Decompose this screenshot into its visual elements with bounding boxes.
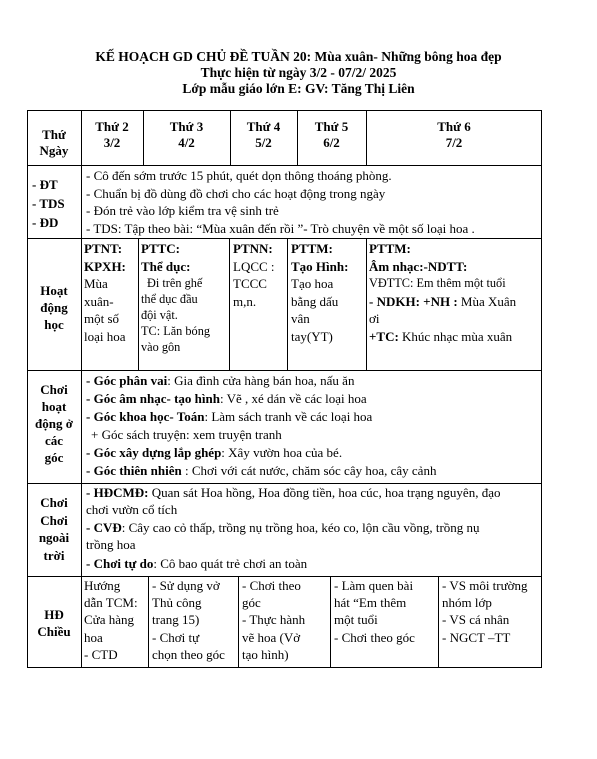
col-divider — [366, 238, 367, 370]
corner-item: + Góc sách truyện: xem truyện tranh — [91, 427, 282, 442]
activities-label: Hoạt động học — [40, 283, 68, 332]
corners-content — [86, 372, 540, 480]
col-divider — [330, 576, 331, 668]
col-divider — [438, 576, 439, 668]
day-label: Thứ Ngày — [39, 127, 69, 159]
activity-thu: PTTM: Tạo Hình: Tạo hoa bằng dấu vân tay(YT) — [291, 241, 349, 344]
col-divider — [148, 576, 149, 668]
outdoor-label: Chơi Chơi ngoài trời — [38, 495, 70, 563]
col-divider — [138, 238, 139, 370]
corner-item: - Góc khoa học- Toán: Làm sách tranh về các loại hoa — [86, 409, 373, 424]
col-divider — [287, 238, 288, 370]
corner-item: - Góc âm nhạc- tạo hình: Vẽ , xé dán về các loại hoa — [86, 391, 367, 406]
day-header-mon: Thứ 2 3/2 — [95, 119, 129, 151]
reception-label: - ĐT - TDS - ĐD — [32, 177, 65, 230]
day-header-thu: Thứ 5 6/2 — [314, 119, 349, 151]
reception-content: - Cô đến sớm trước 15 phút, quét dọn thông thoáng phòng. - Chuẩn bị đồ dùng đồ chơi cho các hoạt động trong ngày - Đón trẻ vào lớp kiểm tra vệ sinh trẻ - TDS: Tập theo bài: “Mùa xuân đến rồi ”- Trò chuyện về một số loại hoa . — [86, 168, 475, 236]
plan-class-teacher: Lớp mẫu giáo lớn E: GV: Tăng Thị Liên — [182, 81, 415, 96]
afternoon-fri: - VS môi trường nhóm lớp - VS cá nhân - NGCT –TT — [442, 578, 528, 645]
outdoor-content: - HĐCMĐ: Quan sát Hoa hồng, Hoa đồng tiền, hoa cúc, hoa trạng nguyên, đạo chơi vườn cổ tích - CVĐ: Cây cao cỏ thấp, trồng nụ trồng hoa, kéo co, lộn cầu vồng, trồng nụ trồng hoa - Chơi tự do: Cô bao quát trẻ chơi an toàn — [86, 485, 501, 571]
row-divider — [27, 370, 542, 371]
activity-tue: PTTC: Thể dục: Đi trên ghế thể dục đầu đội vật. TC: Lăn bóng vào gôn — [141, 241, 210, 354]
activity-mon: PTNT: KPXH: Mùa xuân- một số loại hoa — [84, 241, 126, 344]
col-divider — [229, 238, 230, 370]
corners-label: Chơi hoạt động ở các góc — [35, 382, 73, 465]
col-divider — [81, 110, 82, 668]
plan-dates: Thực hiện từ ngày 3/2 - 07/2/ 2025 — [200, 65, 397, 80]
afternoon-mon: Hướng dẫn TCM: Cửa hàng hoa - CTD — [84, 578, 138, 662]
afternoon-label: HĐ Chiều — [37, 607, 71, 639]
corner-item: - Góc thiên nhiên : Chơi với cát nước, chăm sóc cây hoa, cây cảnh — [86, 463, 437, 478]
day-header-fri: Thứ 6 7/2 — [437, 119, 471, 151]
corner-item: - Góc phân vai: Gia đình cửa hàng bán hoa, nấu ăn — [86, 373, 355, 388]
corner-item: - Góc xây dựng lắp ghép: Xây vườn hoa của bé. — [86, 445, 343, 460]
col-divider — [238, 576, 239, 668]
day-header-wed: Thứ 4 5/2 — [246, 119, 281, 151]
afternoon-wed: - Chơi theo góc - Thực hành vẽ hoa (Vở tạo hình) — [242, 578, 306, 662]
row-divider — [27, 165, 542, 166]
row-divider — [27, 483, 542, 484]
day-header-tue: Thứ 3 4/2 — [169, 119, 204, 151]
activity-fri: PTTM: Âm nhạc:-NDTT: VĐTTC: Em thêm một tuổi - NDKH: +NH : Mùa Xuân ơi +TC: Khúc nhạc mùa xuân — [369, 241, 517, 344]
activity-wed: PTNN: LQCC : TCCC m,n. — [233, 241, 275, 309]
row-divider — [27, 238, 542, 239]
plan-title: KẾ HOẠCH GD CHỦ ĐỀ TUẦN 20: Mùa xuân- Những bông hoa đẹp — [95, 49, 502, 64]
afternoon-thu: - Làm quen bài hát “Em thêm một tuổi - Chơi theo góc — [334, 578, 415, 645]
afternoon-tue: - Sử dụng vở Thủ công trang 15) - Chơi tự chọn theo góc — [152, 578, 225, 662]
